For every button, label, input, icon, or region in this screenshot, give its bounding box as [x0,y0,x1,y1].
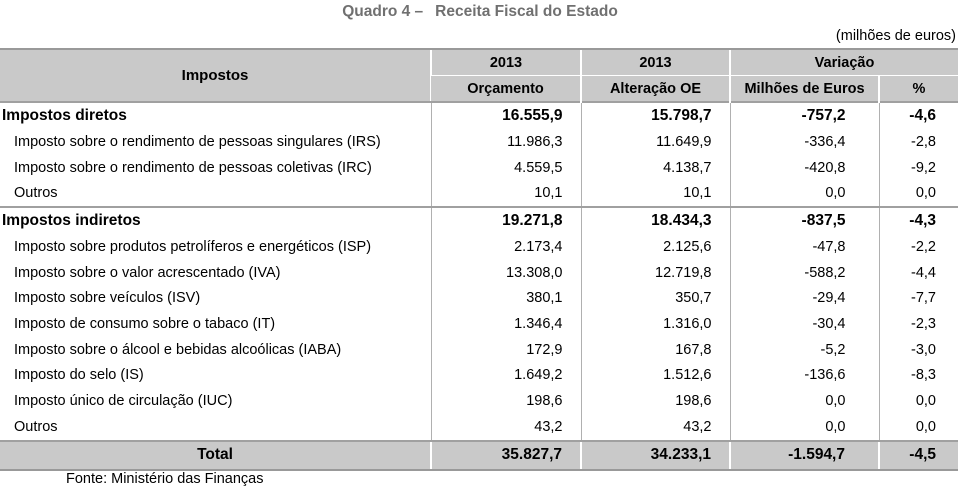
cell-variacao-pct: -4,6 [879,102,958,129]
header-impostos: Impostos [0,49,431,102]
table-number: Quadro 4 – [342,3,424,20]
cell-variacao-pct: -2,8 [879,129,958,155]
cell-orcamento: 1.346,4 [431,311,581,337]
cell-variacao-meur: -47,8 [730,234,879,260]
table-row [0,155,958,181]
cell-variacao-pct: -4,3 [879,207,958,234]
table-row [0,285,958,311]
cell-alteracao: 10,1 [581,180,730,207]
cell-variacao-pct: -3,0 [879,337,958,363]
cell-orcamento: 198,6 [431,388,581,414]
tax-revenue-table [0,48,958,471]
cell-variacao-pct: 0,0 [879,414,958,441]
cell-orcamento: 172,9 [431,337,581,363]
cell-orcamento: 19.271,8 [431,207,581,234]
cell-alteracao: 43,2 [581,414,730,441]
cell-variacao-meur: -336,4 [730,129,879,155]
table-row [0,260,958,286]
category-row [0,207,958,234]
cell-variacao-meur: 0,0 [730,388,879,414]
cell-alteracao: 12.719,8 [581,260,730,286]
total-variacao-meur: -1.594,7 [730,441,879,470]
cell-variacao-meur: -588,2 [730,260,879,286]
cell-variacao-meur: -5,2 [730,337,879,363]
cell-variacao-meur: 0,0 [730,180,879,207]
cell-alteracao: 198,6 [581,388,730,414]
total-row [0,441,958,470]
table-row [0,234,958,260]
row-label: Outros [14,418,58,435]
header-percent: % [879,76,958,103]
cell-variacao-pct: -9,2 [879,155,958,181]
cell-orcamento: 13.308,0 [431,260,581,286]
category-label: Impostos indiretos [0,207,431,234]
row-label: Imposto sobre produtos petrolíferos e energéticos (ISP) [14,238,372,255]
cell-variacao-pct: -2,2 [879,234,958,260]
total-orcamento: 35.827,7 [431,441,581,470]
row-label: Imposto sobre o valor acrescentado (IVA) [14,264,281,281]
table-row [0,337,958,363]
row-label: Imposto único de circulação (IUC) [14,393,233,410]
table-row [0,388,958,414]
cell-alteracao: 350,7 [581,285,730,311]
row-label: Imposto sobre o álcool e bebidas alcoólicas (IABA) [14,341,342,358]
table-row [0,129,958,155]
cell-variacao-meur: -29,4 [730,285,879,311]
cell-variacao-meur: 0,0 [730,414,879,441]
row-label: Outros [14,185,58,202]
table-row [0,180,958,207]
cell-orcamento: 380,1 [431,285,581,311]
cell-alteracao: 167,8 [581,337,730,363]
header-milhoes-euros: Milhões de Euros [730,76,879,103]
cell-alteracao: 1.316,0 [581,311,730,337]
header-orcamento: Orçamento [431,76,581,103]
total-alteracao: 34.233,1 [581,441,730,470]
cell-variacao-meur: -757,2 [730,102,879,129]
unit-note: (milhões de euros) [835,28,956,44]
cell-orcamento: 4.559,5 [431,155,581,181]
table-row [0,311,958,337]
row-label: Imposto sobre o rendimento de pessoas coletivas (IRC) [14,159,372,176]
cell-variacao-pct: -4,4 [879,260,958,286]
cell-variacao-meur: -30,4 [730,311,879,337]
cell-orcamento: 11.986,3 [431,129,581,155]
total-label: Total [0,441,431,470]
table-row [0,363,958,389]
category-row [0,102,958,129]
cell-variacao-pct: -2,3 [879,311,958,337]
header-year-orcamento: 2013 [431,49,581,76]
cell-orcamento: 10,1 [431,180,581,207]
cell-orcamento: 43,2 [431,414,581,441]
cell-alteracao: 1.512,6 [581,363,730,389]
cell-variacao-meur: -420,8 [730,155,879,181]
row-label: Imposto sobre veículos (ISV) [14,290,201,307]
total-variacao-pct: -4,5 [879,441,958,470]
row-label: Imposto sobre o rendimento de pessoas singulares (IRS) [14,133,381,150]
cell-alteracao: 2.125,6 [581,234,730,260]
category-label: Impostos diretos [0,102,431,129]
row-label: Imposto de consumo sobre o tabaco (IT) [14,315,276,332]
header-year-alteracao: 2013 [581,49,730,76]
row-label: Imposto do selo (IS) [14,367,144,384]
table-row [0,414,958,441]
cell-alteracao: 4.138,7 [581,155,730,181]
cell-variacao-pct: -7,7 [879,285,958,311]
cell-orcamento: 1.649,2 [431,363,581,389]
cell-variacao-meur: -837,5 [730,207,879,234]
source-note: Fonte: Ministério das Finanças [66,471,264,487]
header-variacao: Variação [730,49,958,76]
cell-alteracao: 18.434,3 [581,207,730,234]
cell-orcamento: 16.555,9 [431,102,581,129]
cell-alteracao: 11.649,9 [581,129,730,155]
table-title [0,3,960,21]
cell-variacao-meur: -136,6 [730,363,879,389]
header-alteracao-oe: Alteração OE [581,76,730,103]
table-title-text: Receita Fiscal do Estado [435,3,618,20]
cell-orcamento: 2.173,4 [431,234,581,260]
header-row-1 [0,49,958,76]
cell-variacao-pct: 0,0 [879,388,958,414]
cell-alteracao: 15.798,7 [581,102,730,129]
cell-variacao-pct: -8,3 [879,363,958,389]
cell-variacao-pct: 0,0 [879,180,958,207]
